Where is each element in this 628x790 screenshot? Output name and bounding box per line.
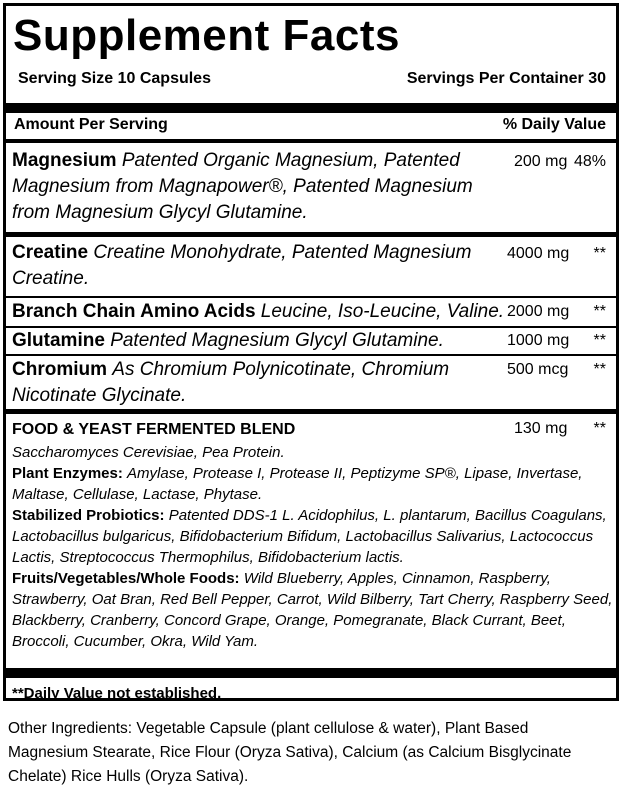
panel-title: Supplement Facts — [13, 11, 400, 60]
row-divider — [6, 354, 616, 356]
group-text: Patented DDS-1 L. Acidophilus, L. plantarum, Bacillus Coagulans, Lactobacillus bulgaricus, Bifidobacterium Bifidum, Lactobacillus Salivarius, Lactococcus Lactis, Streptococcus Thermophilus, Bifidobacterium lactis. — [12, 507, 607, 566]
group-label: Stabilized Probiotics: — [12, 507, 165, 524]
nutrient-amount: 1000 mg — [507, 332, 570, 349]
nutrient-name: Branch Chain Amino Acids — [12, 301, 256, 322]
row-divider — [6, 296, 616, 298]
nutrient-name: Glutamine — [12, 330, 105, 351]
nutrient-amount: 2000 mg — [507, 303, 570, 320]
other-ingredients: Other Ingredients: Vegetable Capsule (plant cellulose & water), Plant Based Magnesium Stearate, Rice Flour (Oryza Sativa), Calcium (as Calcium Bisglycinate Chelate) Rice Hulls (Oryza Sativa). — [8, 720, 572, 785]
nutrient-row-bcaa — [12, 299, 505, 325]
blend-group-whole-foods — [12, 568, 614, 652]
amount-per-serving-header: Amount Per Serving — [14, 116, 168, 133]
nutrient-amount: 200 mg — [514, 153, 568, 170]
nutrient-description: Patented Organic Magnesium, Patented Magnesium from Magnapower®, Patented Magnesium from Magnesium Glycyl Glutamine. — [12, 150, 473, 223]
nutrient-row-creatine — [12, 240, 472, 292]
blend-daily-value: ** — [593, 420, 606, 437]
nutrient-description: As Chromium Polynicotinate, Chromium Nicotinate Glycinate. — [12, 359, 450, 406]
blend-group-probiotics — [12, 505, 614, 568]
blend-ingredients — [12, 442, 614, 652]
nutrient-daily-value: ** — [593, 361, 606, 378]
group-text: Wild Blueberry, Apples, Cinnamon, Raspberry, Strawberry, Oat Bran, Red Bell Pepper, Carrot, Wild Bilberry, Tart Cherry, Raspberry Seed, Blackberry, Cranberry, Concord Grape, Orange, Pomegranate, Black Currant, Beet, Broccoli, Cucumber, Okra, Wild Yam. — [12, 570, 613, 650]
header-divider — [6, 139, 616, 143]
nutrient-daily-value: ** — [593, 332, 606, 349]
blend-intro: Saccharomyces Cerevisiae, Pea Protein. — [12, 444, 285, 461]
nutrient-row-chromium — [12, 357, 492, 409]
nutrient-name: Chromium — [12, 359, 107, 380]
blend-name: FOOD & YEAST FERMENTED BLEND — [12, 421, 296, 438]
nutrient-row-magnesium — [12, 148, 492, 226]
nutrient-amount: 4000 mg — [507, 245, 570, 262]
group-label: Plant Enzymes: — [12, 465, 123, 482]
nutrient-row-glutamine — [12, 328, 502, 354]
nutrient-name: Creatine — [12, 242, 89, 263]
blend-group-enzymes — [12, 463, 614, 505]
supplement-facts-panel — [3, 3, 619, 701]
nutrient-daily-value: ** — [593, 303, 606, 320]
serving-size: Serving Size 10 Capsules — [18, 70, 211, 87]
nutrient-description: Patented Magnesium Glycyl Glutamine. — [110, 330, 444, 351]
nutrient-description: Creatine Monohydrate, Patented Magnesium Creatine. — [12, 242, 472, 289]
nutrient-daily-value: ** — [593, 245, 606, 262]
daily-value-header: % Daily Value — [502, 116, 606, 133]
nutrient-description: Leucine, Iso-Leucine, Valine. — [260, 301, 505, 322]
thick-divider — [6, 103, 616, 113]
footnote: **Daily Value not established. — [12, 685, 222, 702]
servings-per-container: Servings Per Container 30 — [406, 70, 606, 87]
nutrient-daily-value: 48% — [573, 153, 606, 170]
group-text: Amylase, Protease I, Protease II, Peptizyme SP®, Lipase, Invertase, Maltase, Cellulase, Lactase, Phytase. — [12, 465, 583, 503]
group-label: Fruits/Vegetables/Whole Foods: — [12, 570, 240, 587]
blend-amount: 130 mg — [514, 420, 568, 437]
nutrient-name: Magnesium — [12, 150, 117, 171]
thick-divider-bottom — [6, 668, 616, 678]
row-divider — [6, 409, 616, 414]
nutrient-amount: 500 mcg — [507, 361, 569, 378]
row-divider — [6, 232, 616, 237]
